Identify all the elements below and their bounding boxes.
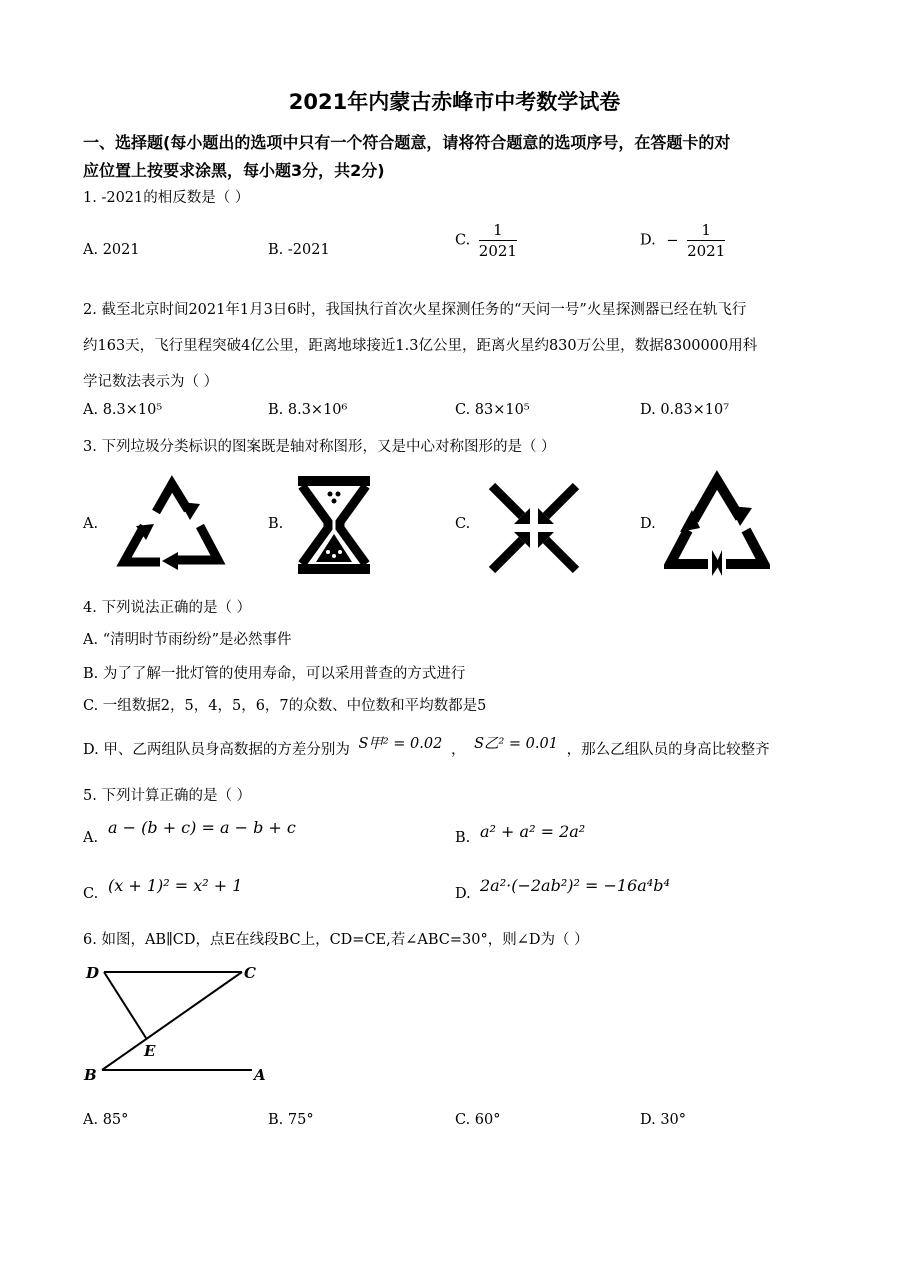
q3-option-c-label: C. [455, 516, 471, 532]
q1-option-b: B. -2021 [268, 242, 330, 258]
q4-option-d [83, 738, 770, 759]
q4-d-variance-jia: S甲² = 0.02 [358, 736, 443, 752]
q5-option-a-label: A. [83, 830, 99, 846]
section-heading-line2: 应位置上按要求涂黑，每小题3分，共2分) [83, 161, 385, 180]
q5-option-d-expr: 2a²·(−2ab²)² = −16a⁴b⁴ [480, 876, 670, 895]
q4-option-b: B. 为了了解一批灯管的使用寿命，可以采用普查的方式进行 [83, 666, 466, 682]
q1-d-denominator: 2021 [687, 242, 726, 260]
q2-stem-line3: 学记数法表示为（ ） [83, 374, 219, 390]
q1-d-numerator: 1 [687, 220, 725, 241]
q6-option-b: B. 75° [268, 1112, 314, 1128]
q1-stem: 1. -2021的相反数是（ ） [83, 190, 250, 206]
q6-stem: 6. 如图，AB∥CD，点E在线段BC上，CD=CE,若∠ABC=30°，则∠D为（ ） [83, 932, 589, 948]
q4-d-suffix: ，那么乙组队员的身高比较整齐 [566, 742, 770, 758]
q2-option-b: B. 8.3×10⁶ [268, 402, 348, 418]
q6-option-a: A. 85° [83, 1112, 129, 1128]
q3-option-d-label: D. [640, 516, 656, 532]
label-e: E [144, 1042, 156, 1060]
q5-option-d-label: D. [455, 886, 471, 902]
q5-option-c-label: C. [83, 886, 99, 902]
q4-option-c: C. 一组数据2，5，4，5，6，7的众数、中位数和平均数都是5 [83, 698, 487, 714]
q1-option-c-fraction [479, 220, 517, 261]
q4-d-variance-yi: S乙² = 0.01 [474, 736, 558, 752]
q1-c-denominator: 2021 [478, 242, 517, 260]
recycle-arrows-icon [664, 470, 770, 578]
geometry-figure [82, 960, 272, 1086]
q1-option-d [640, 220, 725, 261]
q2-option-d: D. 0.83×10⁷ [640, 402, 730, 418]
label-a: A [254, 1066, 266, 1084]
q5-option-c-expr: (x + 1)² = x² + 1 [108, 876, 243, 895]
q1-option-d-label: D. [640, 232, 656, 249]
q3-option-a-label: A. [83, 516, 99, 532]
q6-option-c: C. 60° [455, 1112, 501, 1128]
q6-option-d: D. 30° [640, 1112, 687, 1128]
hourglass-icon [294, 474, 374, 576]
q3-option-b-label: B. [268, 516, 284, 532]
recycle-triangle-icon [116, 474, 228, 574]
q2-stem-line2: 约163天，飞行里程突破4亿公里，距离地球接近1.3亿公里，距离火星约830万公里，数据8300000用科 [83, 338, 758, 354]
q4-d-separator: ， [450, 742, 466, 758]
q1-d-sign: − [666, 232, 679, 249]
q5-option-b-expr: a² + a² = 2a² [480, 822, 586, 841]
label-c: C [244, 964, 256, 982]
q3-stem: 3. 下列垃圾分类标识的图案既是轴对称图形，又是中心对称图形的是（ ） [83, 439, 556, 455]
q4-option-a: A. “清明时节雨纷纷”是必然事件 [83, 632, 292, 648]
q1-option-c [455, 220, 517, 261]
page-title: 2021年内蒙古赤峰市中考数学试卷 [288, 90, 621, 114]
q5-option-b-label: B. [455, 830, 471, 846]
converging-arrows-icon [486, 480, 582, 576]
q5-option-a-expr: a − (b + c) = a − b + c [108, 818, 296, 837]
q2-option-a: A. 8.3×10⁵ [83, 402, 163, 418]
section-heading-line1: 一、选择题(每小题出的选项中只有一个符合题意，请将符合题意的选项序号，在答题卡的对 [83, 133, 731, 152]
q1-option-a: A. 2021 [83, 242, 140, 258]
q5-stem: 5. 下列计算正确的是（ ） [83, 788, 252, 804]
q2-stem-line1: 2. 截至北京时间2021年1月3日6时，我国执行首次火星探测任务的“天问一号”火星探测器已经在轨飞行 [83, 302, 747, 318]
q1-option-d-fraction [687, 220, 725, 261]
label-d: D [86, 964, 100, 982]
q4-d-prefix: D. 甲、乙两组队员身高数据的方差分别为 [83, 742, 350, 758]
q1-c-numerator: 1 [479, 220, 517, 241]
q2-option-c: C. 83×10⁵ [455, 402, 530, 418]
q4-stem: 4. 下列说法正确的是（ ） [83, 600, 252, 616]
label-b: B [84, 1066, 97, 1084]
q1-option-c-label: C. [455, 232, 471, 249]
